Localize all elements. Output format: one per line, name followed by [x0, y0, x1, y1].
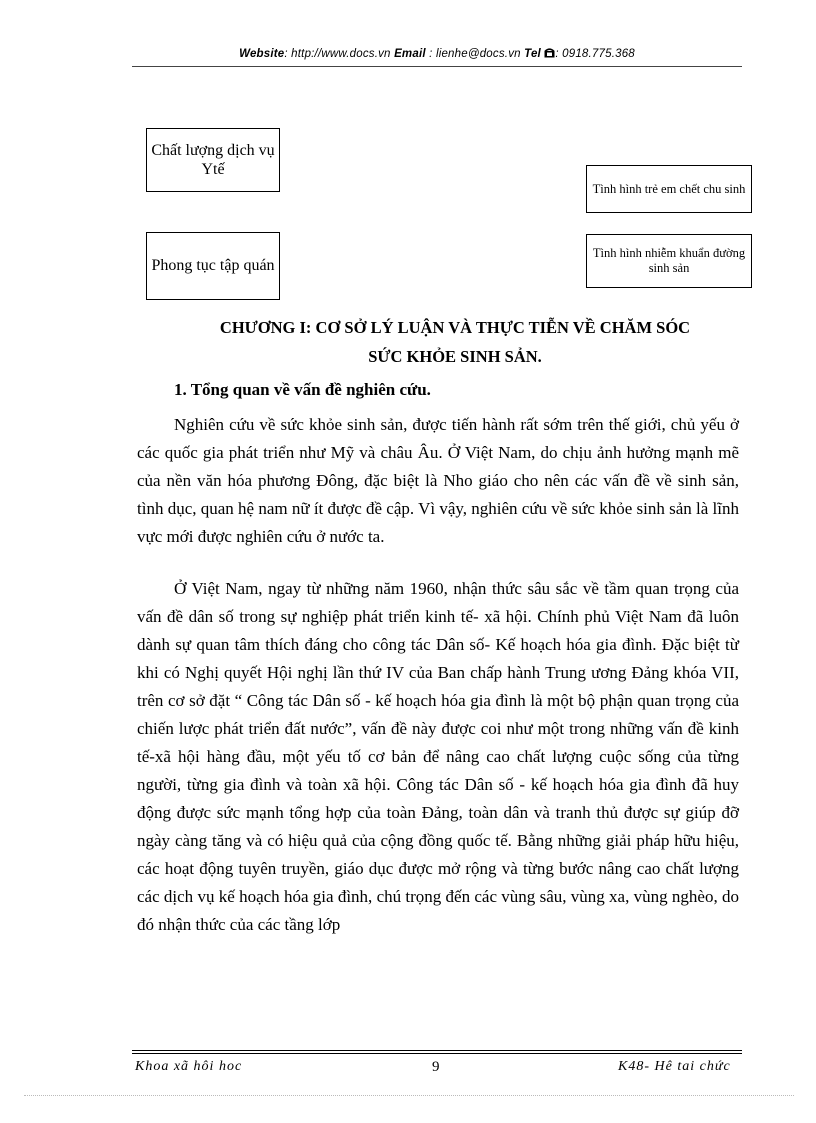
chapter-title [140, 313, 770, 371]
diagram-box-label: Phong tục tập quán [151, 257, 275, 275]
email-value: : lienhe@docs.vn [429, 48, 521, 60]
body-paragraph: Ở Việt Nam, ngay từ những năm 1960, nhận thức sâu sắc về tầm quan trọng của vấn đề dân số trong sự nghiệp phát triển kinh tế- xã hội. Chính phủ Việt Nam đã luôn dành sự quan tâm thích đáng cho công tác Dân số- Kế hoạch hóa gia đình. Đặc biệt từ khi có Nghị quyết Hội nghị lần thứ IV của Ban chấp hành Trung ương Đảng khóa VII, trên cơ sở đặt “ Công tác Dân số - kế hoạch hóa gia đình là một bộ phận quan trọng của chiến lược phát triển đất nước”, vấn đề này được coi như một trong những vấn đề kinh tế-xã hội hàng đầu, một yếu tố cơ bản để nâng cao chất lượng cuộc sống của từng người, từng gia đình và toàn xã hội. Công tác Dân số - kế hoạch hóa gia đình đã huy động được sức mạnh tổng hợp của toàn Đảng, toàn dân và tranh thủ được sự giúp đỡ ngày càng tăng và có hiệu quả của cộng đồng quốc tế. Bằng những giải pháp hữu hiệu, các hoạt động tuyên truyền, giáo dục được mở rộng và từng bước nâng cao chất lượng các dịch vụ kế hoạch hóa gia đình, chú trọng đến các vùng sâu, vùng xa, vùng nghèo, do đó nhận thức của các tầng lớp [137, 579, 739, 934]
chapter-title-line: CHƯƠNG I: CƠ SỞ LÝ LUẬN VÀ THỰC TIỄN VỀ CHĂM SÓC [219, 318, 691, 337]
chapter-title-line: SỨC KHỎE SINH SẢN. [368, 347, 542, 366]
footer-department: Khoa xã hôi hoc [135, 1059, 243, 1074]
phone-icon [544, 48, 555, 58]
body-paragraph: Nghiên cứu về sức khỏe sinh sản, được tiến hành rất sớm trên thế giới, chủ yếu ở các quốc gia phát triển như Mỹ và châu Âu. Ở Việt Nam, do chịu ảnh hưởng mạnh mẽ của nền văn hóa phương Đông, đặc biệt là Nho giáo cho nên các vấn đề về sinh sản, tình dục, quan hệ nam nữ ít được đề cập. Vì vậy, nghiên cứu về sức khỏe sinh sản là lĩnh vực mới được nghiên cứu ở nước ta. [137, 415, 739, 546]
page-number: 9 [432, 1059, 441, 1075]
diagram-box-customs [146, 232, 280, 300]
tel-label: Tel [524, 48, 541, 60]
website-value: : http://www.docs.vn [284, 48, 391, 60]
website-label: Website [239, 48, 285, 60]
diagram-box-perinatal-deaths [586, 165, 752, 213]
page-header [132, 48, 742, 68]
tel-value: : 0918.775.368 [555, 48, 635, 60]
diagram-box-label: Chất lượng dịch vụ Ytế [151, 141, 275, 178]
diagram-box-reproductive-infection [586, 234, 752, 288]
page-bottom-border [24, 1095, 794, 1096]
diagram-box-label: Tình hình trẻ em chết chu sinh [592, 181, 746, 196]
footer-class: K48- Hê tai chức [618, 1059, 731, 1074]
email-label: Email [394, 48, 426, 60]
footer-divider [132, 1050, 742, 1051]
section-title: 1. Tổng quan về vấn đề nghiên cứu. [174, 380, 431, 399]
diagram-box-label: Tình hình nhiễm khuẩn đường sinh sản [592, 246, 746, 275]
header-divider [132, 66, 742, 67]
diagram-box-service-quality [146, 128, 280, 192]
footer-divider [132, 1053, 742, 1054]
